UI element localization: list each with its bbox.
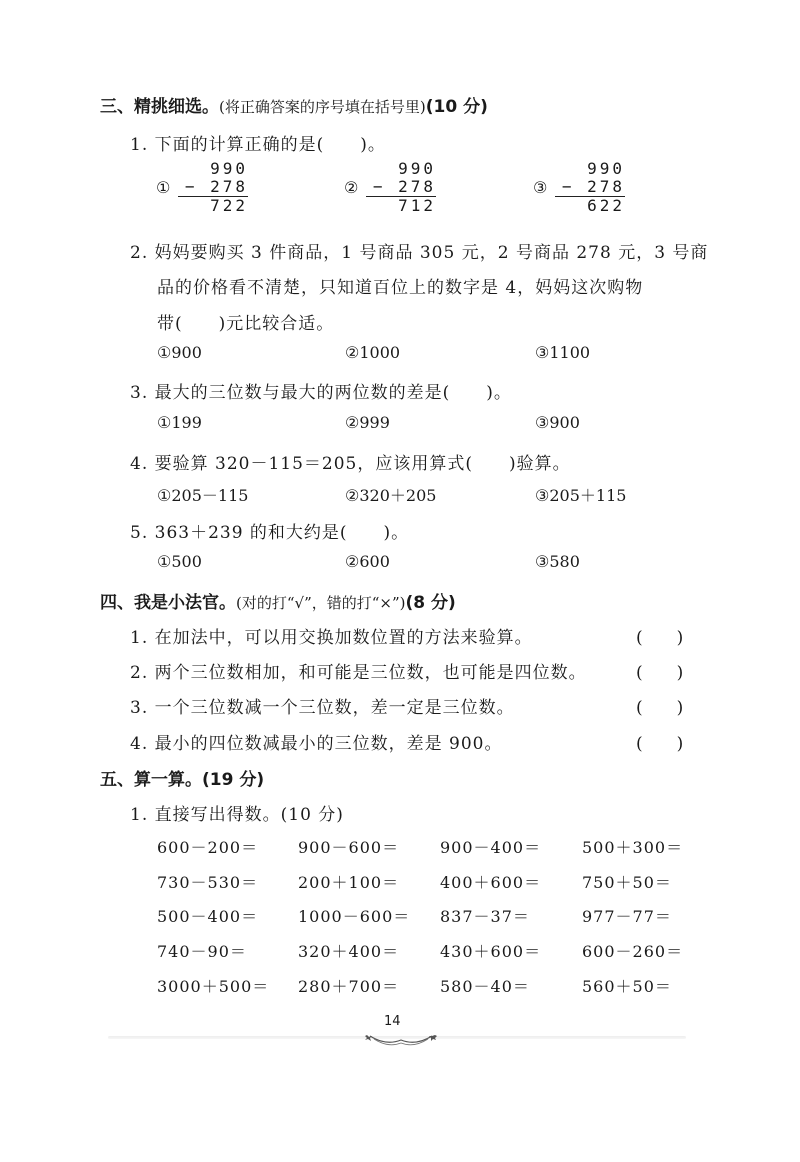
q2-option-3[interactable]: ③1100 — [535, 343, 591, 362]
q1-option-1-minuend: 990 — [210, 159, 248, 178]
q2-line-1: 2. 妈妈要购买 3 件商品，1 号商品 305 元，2 号商品 278 元，3 号商 — [130, 243, 709, 263]
q4-option-1[interactable]: ①205－115 — [157, 486, 249, 505]
q1-option-3-minuend: 990 — [587, 159, 625, 178]
q1-option-2-minuend: 990 — [398, 159, 436, 178]
section4-note: (对的打“√”，错的打“×”) — [236, 594, 406, 612]
q1-option-1[interactable] — [156, 159, 248, 215]
q1-option-3-result: 622 — [587, 196, 625, 215]
section4-heading — [100, 588, 456, 613]
q2-line-2: 品的价格看不清楚，只知道百位上的数字是 4，妈妈这次购物 — [157, 278, 644, 298]
q5-text: 5. 363＋239 的和大约是( )。 — [130, 523, 410, 543]
section5-title: 五、算一算。 — [100, 770, 202, 790]
q3-option-2[interactable]: ②999 — [345, 413, 390, 432]
q1-option-2-subtrahend: − 278 — [372, 177, 436, 196]
judge-answer-1[interactable]: ( ) — [636, 628, 684, 648]
calc-item[interactable]: 750＋50＝ — [582, 873, 672, 892]
calc-item[interactable]: 430＋600＝ — [440, 942, 542, 961]
ornament-icon — [364, 1028, 438, 1050]
q3-option-3[interactable]: ③900 — [535, 413, 580, 432]
q2-line-3: 带( )元比较合适。 — [157, 314, 335, 334]
calc-item[interactable]: 740－90＝ — [157, 942, 247, 961]
calc-item[interactable]: 900－400＝ — [440, 838, 542, 857]
calc-item[interactable]: 730－530＝ — [157, 873, 259, 892]
section3-title: 三、精挑细选。 — [100, 97, 219, 117]
q5-option-2[interactable]: ②600 — [345, 552, 390, 571]
calc-item[interactable]: 837－37＝ — [440, 907, 530, 926]
judge-item-1: 1. 在加法中，可以用交换加数位置的方法来验算。 — [130, 628, 533, 648]
calc-item[interactable]: 977－77＝ — [582, 907, 672, 926]
q1-option-3-label: ③ — [533, 178, 548, 197]
calc-item[interactable]: 900－600＝ — [298, 838, 400, 857]
q5-option-3[interactable]: ③580 — [535, 552, 580, 571]
section5-heading — [100, 765, 264, 790]
q2-option-1[interactable]: ①900 — [157, 343, 202, 362]
judge-answer-4[interactable]: ( ) — [636, 734, 684, 754]
calc-item[interactable]: 600－260＝ — [582, 942, 684, 961]
q1-text: 1. 下面的计算正确的是( )。 — [130, 135, 386, 155]
calc-item[interactable]: 600－200＝ — [157, 838, 259, 857]
judge-answer-3[interactable]: ( ) — [636, 698, 684, 718]
q4-text: 4. 要验算 320－115＝205，应该用算式( )验算。 — [130, 454, 571, 474]
calc-item[interactable]: 400＋600＝ — [440, 873, 542, 892]
page-number: 14 — [384, 1014, 401, 1029]
section5-sub1: 1. 直接写出得数。(10 分) — [130, 805, 344, 825]
q1-option-1-subtrahend: − 278 — [184, 177, 248, 196]
section4-title: 四、我是小法官。 — [100, 593, 236, 613]
q1-option-3-subtrahend: − 278 — [561, 177, 625, 196]
calc-item[interactable]: 500＋300＝ — [582, 838, 684, 857]
calc-item[interactable]: 280＋700＝ — [298, 977, 400, 996]
q1-option-2-result: 712 — [398, 196, 436, 215]
q4-option-3[interactable]: ③205＋115 — [535, 486, 627, 505]
q1-option-1-label: ① — [156, 178, 171, 197]
q3-text: 3. 最大的三位数与最大的两位数的差是( )。 — [130, 383, 512, 403]
q2-option-2[interactable]: ②1000 — [345, 343, 401, 362]
calc-item[interactable]: 3000＋500＝ — [157, 977, 270, 996]
calc-item[interactable]: 560＋50＝ — [582, 977, 672, 996]
q4-option-2[interactable]: ②320＋205 — [345, 486, 437, 505]
q1-option-3[interactable] — [533, 159, 625, 215]
q3-option-1[interactable]: ①199 — [157, 413, 202, 432]
calc-item[interactable]: 320＋400＝ — [298, 942, 400, 961]
section4-score: (8 分) — [405, 593, 456, 613]
judge-item-4: 4. 最小的四位数减最小的三位数，差是 900。 — [130, 734, 503, 754]
section3-note: (将正确答案的序号填在括号里) — [219, 98, 426, 116]
q1-option-1-result: 722 — [210, 196, 248, 215]
section3-heading — [100, 92, 488, 117]
judge-answer-2[interactable]: ( ) — [636, 663, 684, 683]
calc-item[interactable]: 580－40＝ — [440, 977, 530, 996]
section3-score: (10 分) — [425, 97, 488, 117]
q1-option-2[interactable] — [344, 159, 436, 215]
judge-item-2: 2. 两个三位数相加，和可能是三位数，也可能是四位数。 — [130, 663, 587, 683]
calc-item[interactable]: 500－400＝ — [157, 907, 259, 926]
section5-score: (19 分) — [202, 770, 265, 790]
calc-item[interactable]: 1000－600＝ — [298, 907, 411, 926]
q1-option-2-label: ② — [344, 178, 359, 197]
judge-item-3: 3. 一个三位数减一个三位数，差一定是三位数。 — [130, 698, 515, 718]
calc-item[interactable]: 200＋100＝ — [298, 873, 400, 892]
q5-option-1[interactable]: ①500 — [157, 552, 202, 571]
